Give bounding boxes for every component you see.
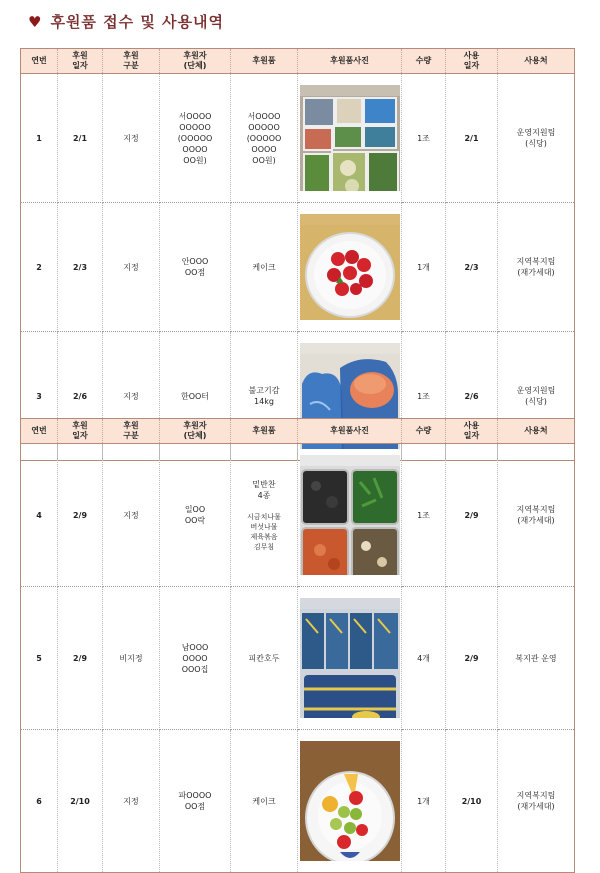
row-donor: 남OOO OOOO OOO집 <box>160 587 231 730</box>
row-no: 1 <box>21 74 58 203</box>
row-donor: 안OOO OO점 <box>160 203 231 332</box>
row-photo <box>298 730 402 873</box>
header-photo: 후원품사진 <box>298 419 402 444</box>
item-title: 밑반찬 4종 <box>252 479 276 500</box>
header-donor: 후원자 (단체) <box>160 419 231 444</box>
header-type: 후원 구분 <box>103 49 160 74</box>
table-row <box>21 730 575 873</box>
row-item <box>231 444 298 587</box>
row-use-date: 2/9 <box>446 587 498 730</box>
row-qty: 1개 <box>402 203 446 332</box>
header-date: 후원 일자 <box>58 49 103 74</box>
row-date: 2/9 <box>58 444 103 587</box>
header-photo: 후원품사진 <box>298 49 402 74</box>
pecan-packages-photo <box>300 598 400 718</box>
row-use-place: 복지관 운영 <box>498 587 575 730</box>
row-no: 6 <box>21 730 58 873</box>
row-use-date: 2/1 <box>446 74 498 203</box>
row-type: 비지정 <box>103 587 160 730</box>
row-use-date: 2/9 <box>446 444 498 587</box>
row-date: 2/9 <box>58 587 103 730</box>
row-type: 지정 <box>103 730 160 873</box>
row-photo <box>298 587 402 730</box>
table-row <box>21 444 575 587</box>
row-type: 지정 <box>103 203 160 332</box>
row-date: 2/1 <box>58 74 103 203</box>
header-item: 후원품 <box>231 49 298 74</box>
donation-table-1 <box>20 48 575 461</box>
side-dishes-photo <box>300 455 400 575</box>
row-item: 서OOOO OOOOO (OOOOO OOOO OO원) <box>231 74 298 203</box>
fruit-cake-photo <box>300 741 400 861</box>
row-type: 지정 <box>103 444 160 587</box>
row-photo <box>298 74 402 203</box>
row-type: 지정 <box>103 74 160 203</box>
header-use-date: 사용 일자 <box>446 419 498 444</box>
row-use-place: 지역복지팀 (재가세대) <box>498 444 575 587</box>
row-donor: 한OO터 <box>160 332 231 461</box>
header-use-place: 사용처 <box>498 49 575 74</box>
header-donor: 후원자 (단체) <box>160 49 231 74</box>
row-item: 케이크 <box>231 730 298 873</box>
donation-table-2 <box>20 418 575 873</box>
header-qty: 수량 <box>402 419 446 444</box>
vegetable-boxes-photo <box>300 85 400 191</box>
row-use-date: 2/10 <box>446 730 498 873</box>
row-donor: 일OO OO락 <box>160 444 231 587</box>
row-use-place: 운영지원팀 (식당) <box>498 332 575 461</box>
page-title-text: 후원품 접수 및 사용내역 <box>50 13 225 31</box>
row-type: 지정 <box>103 332 160 461</box>
header-no: 연번 <box>21 49 58 74</box>
row-use-date: 2/6 <box>446 332 498 461</box>
header-type: 후원 구분 <box>103 419 160 444</box>
item-detail: 시금치나물 버섯나물 제육볶음 김무침 <box>247 512 281 551</box>
row-qty: 1개 <box>402 730 446 873</box>
row-item: 피칸호두 <box>231 587 298 730</box>
row-qty: 4개 <box>402 587 446 730</box>
header-qty: 수량 <box>402 49 446 74</box>
row-donor: 파OOOO OO점 <box>160 730 231 873</box>
row-qty: 1조 <box>402 74 446 203</box>
header-use-place: 사용처 <box>498 419 575 444</box>
table-header-row <box>21 49 575 74</box>
row-use-date: 2/3 <box>446 203 498 332</box>
table-header-row <box>21 419 575 444</box>
row-date: 2/3 <box>58 203 103 332</box>
row-qty: 1조 <box>402 332 446 461</box>
header-use-date: 사용 일자 <box>446 49 498 74</box>
header-date: 후원 일자 <box>58 419 103 444</box>
row-item: 불고기감 14kg <box>231 332 298 461</box>
page-title <box>28 11 224 32</box>
row-no: 3 <box>21 332 58 461</box>
strawberry-cake-photo <box>300 214 400 320</box>
row-use-place: 지역복지팀 (재가세대) <box>498 730 575 873</box>
header-item: 후원품 <box>231 419 298 444</box>
row-photo <box>298 203 402 332</box>
heart-icon: ♥ <box>28 12 43 31</box>
row-date: 2/10 <box>58 730 103 873</box>
row-qty: 1조 <box>402 444 446 587</box>
row-photo <box>298 444 402 587</box>
row-no: 2 <box>21 203 58 332</box>
table-row <box>21 203 575 332</box>
row-no: 4 <box>21 444 58 587</box>
row-donor: 서OOOO OOOOO (OOOOO OOOO OO원) <box>160 74 231 203</box>
table-row <box>21 587 575 730</box>
row-use-place: 운영지원팀 (식당) <box>498 74 575 203</box>
row-date: 2/6 <box>58 332 103 461</box>
table-row <box>21 74 575 203</box>
row-no: 5 <box>21 587 58 730</box>
row-use-place: 지역복지팀 (재가세대) <box>498 203 575 332</box>
header-no: 연번 <box>21 419 58 444</box>
row-item: 케이크 <box>231 203 298 332</box>
